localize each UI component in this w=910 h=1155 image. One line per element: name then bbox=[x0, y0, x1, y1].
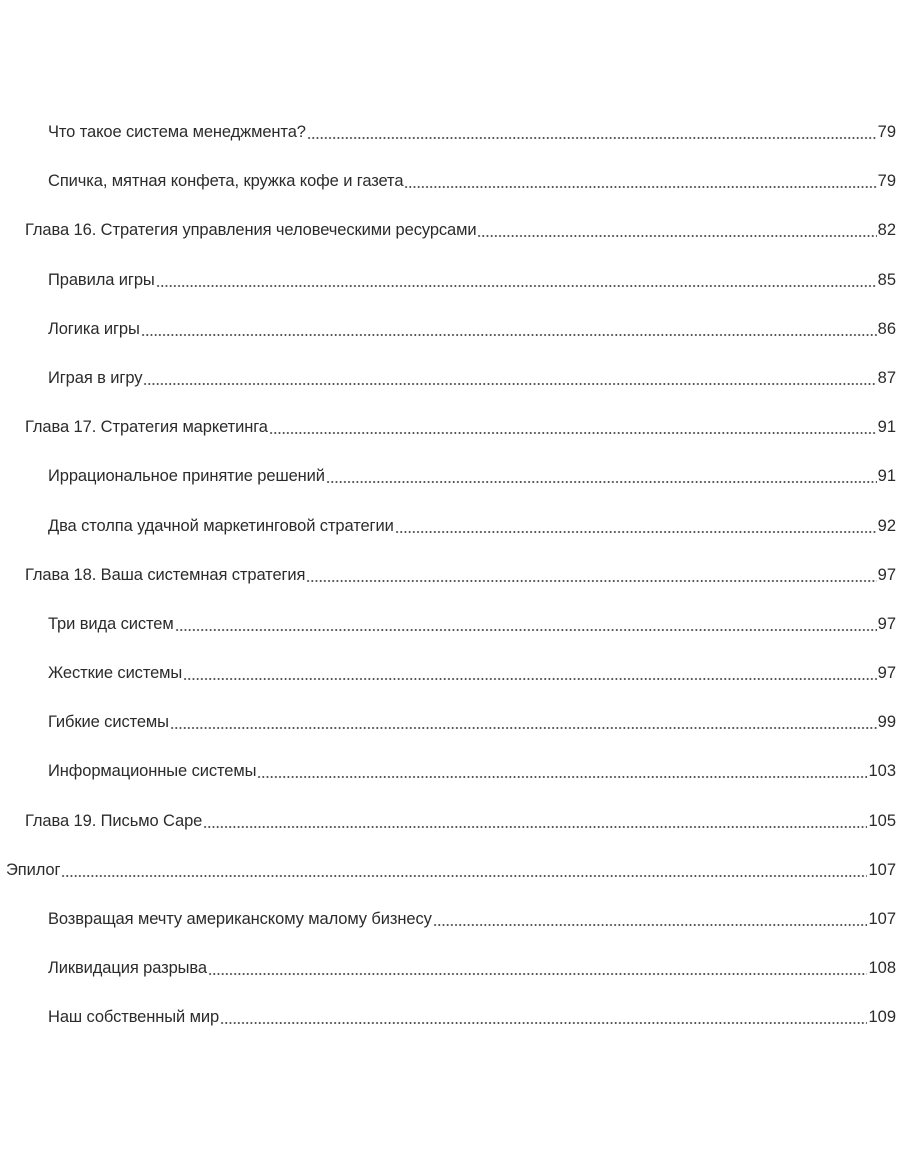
toc-entry[interactable] bbox=[0, 318, 910, 367]
toc-part-entry[interactable] bbox=[0, 859, 910, 908]
toc-entry-page: 82 bbox=[877, 221, 896, 240]
dot-leader bbox=[257, 760, 867, 782]
toc-entry[interactable] bbox=[0, 711, 910, 760]
dot-leader bbox=[141, 318, 877, 340]
toc-entry[interactable] bbox=[0, 957, 910, 1006]
toc-entry-title: Жесткие системы bbox=[48, 664, 183, 683]
toc-entry-title: Правила игры bbox=[48, 270, 155, 289]
toc-entry-page: 107 bbox=[868, 860, 896, 879]
dot-leader bbox=[175, 613, 877, 635]
toc-entry[interactable] bbox=[0, 1006, 910, 1055]
dot-leader bbox=[306, 564, 876, 586]
toc-entry-page: 99 bbox=[877, 713, 896, 732]
toc-entry-page: 91 bbox=[877, 467, 896, 486]
toc-entry-page: 97 bbox=[877, 664, 896, 683]
toc-entry-title: Возвращая мечту американскому малому бизнесу bbox=[48, 910, 432, 928]
toc-entry-page: 79 bbox=[877, 172, 896, 191]
dot-leader bbox=[183, 662, 876, 684]
toc-entry-title: Два столпа удачной маркетинговой стратегии bbox=[48, 516, 394, 535]
toc-entry-title: Наш собственный мир bbox=[48, 1008, 220, 1027]
toc-entry[interactable] bbox=[0, 367, 910, 416]
dot-leader bbox=[477, 219, 876, 241]
toc-entry[interactable] bbox=[0, 515, 910, 564]
toc-entry-title: Ликвидация разрыва bbox=[48, 959, 207, 978]
dot-leader bbox=[156, 269, 877, 291]
toc-entry-title: Логика игры bbox=[48, 319, 140, 338]
dot-leader bbox=[220, 1006, 867, 1028]
toc-chapter-entry[interactable] bbox=[0, 564, 910, 613]
toc-chapter-entry[interactable] bbox=[0, 416, 910, 465]
dot-leader bbox=[61, 859, 867, 881]
toc-entry-page: 87 bbox=[877, 368, 896, 387]
toc-entry-title: Что такое система менеджмента? bbox=[48, 123, 306, 141]
toc-entry-page: 109 bbox=[868, 1008, 896, 1027]
toc-entry-page: 103 bbox=[868, 762, 896, 781]
toc-entry-page: 107 bbox=[868, 910, 896, 928]
toc-entry-title: Иррациональное принятие решений bbox=[48, 467, 325, 486]
toc-entry[interactable] bbox=[0, 170, 910, 219]
toc-chapter-entry[interactable] bbox=[0, 219, 910, 268]
toc-entry-page: 91 bbox=[877, 418, 896, 437]
toc-entry-title: Глава 16. Стратегия управления человеческими ресурсами bbox=[25, 221, 477, 240]
toc-entry[interactable] bbox=[0, 121, 910, 170]
toc-entry-title: Гибкие системы bbox=[48, 713, 169, 732]
dot-leader bbox=[404, 170, 876, 192]
toc-entry-page: 105 bbox=[868, 811, 896, 830]
toc-entry-title: Играя в игру bbox=[48, 368, 143, 387]
toc-entry[interactable] bbox=[0, 908, 910, 957]
dot-leader bbox=[170, 711, 877, 733]
table-of-contents bbox=[0, 121, 910, 1056]
toc-chapter-entry[interactable] bbox=[0, 810, 910, 859]
toc-entry-page: 92 bbox=[877, 516, 896, 535]
toc-entry-title: Информационные системы bbox=[48, 762, 257, 781]
toc-entry[interactable] bbox=[0, 465, 910, 514]
toc-entry-page: 86 bbox=[877, 319, 896, 338]
toc-entry-title: Эпилог bbox=[6, 860, 61, 879]
dot-leader bbox=[269, 416, 877, 438]
toc-entry[interactable] bbox=[0, 269, 910, 318]
dot-leader bbox=[433, 908, 868, 930]
toc-entry-title: Глава 17. Стратегия маркетинга bbox=[25, 418, 268, 437]
dot-leader bbox=[307, 121, 877, 143]
toc-entry[interactable] bbox=[0, 662, 910, 711]
toc-entry-title: Глава 18. Ваша системная стратегия bbox=[25, 565, 306, 584]
dot-leader bbox=[395, 515, 877, 537]
toc-entry-page: 97 bbox=[877, 614, 896, 633]
toc-entry-title: Три вида систем bbox=[48, 614, 174, 633]
toc-entry-page: 79 bbox=[877, 123, 896, 141]
toc-entry-title: Глава 19. Письмо Саре bbox=[25, 811, 203, 830]
toc-entry[interactable] bbox=[0, 760, 910, 809]
toc-entry-title: Спичка, мятная конфета, кружка кофе и газета bbox=[48, 172, 404, 191]
toc-entry-page: 108 bbox=[868, 959, 896, 978]
toc-entry-page: 97 bbox=[877, 565, 896, 584]
toc-entry[interactable] bbox=[0, 613, 910, 662]
dot-leader bbox=[208, 957, 868, 979]
toc-entry-page: 85 bbox=[877, 270, 896, 289]
dot-leader bbox=[143, 367, 876, 389]
dot-leader bbox=[326, 465, 877, 487]
dot-leader bbox=[203, 810, 867, 832]
